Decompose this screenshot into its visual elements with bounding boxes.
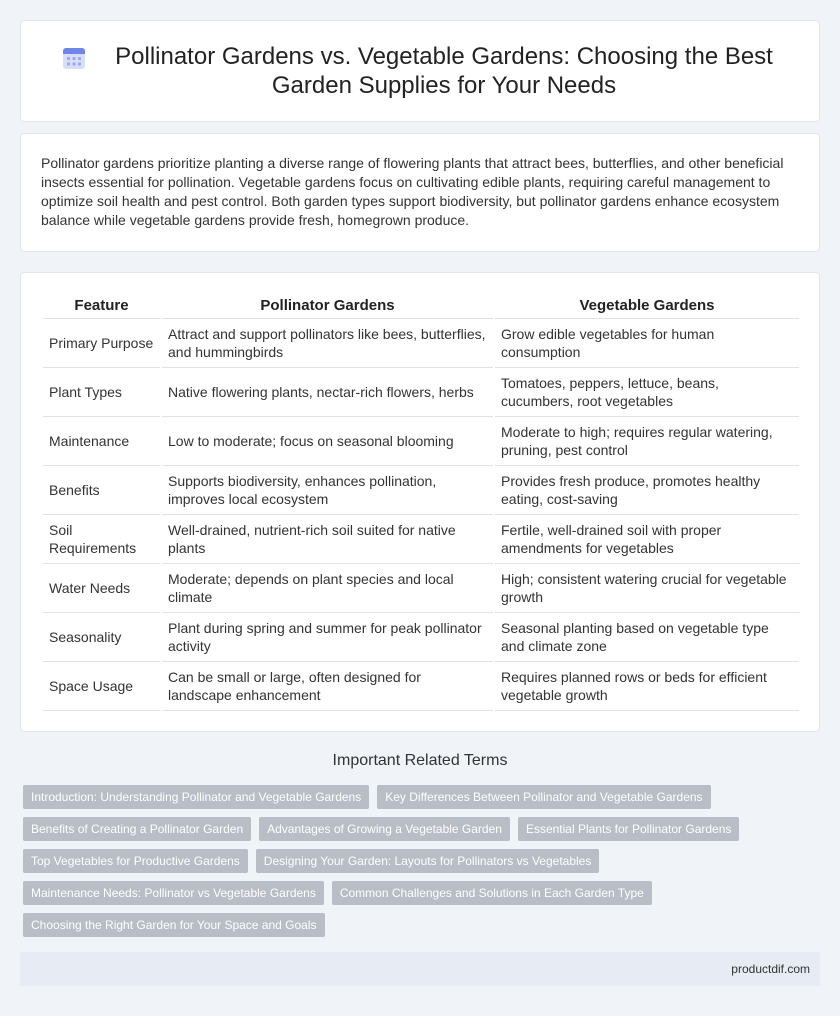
vegetable-cell: High; consistent watering crucial for vegetable growth [494, 563, 799, 612]
comparison-table-card [20, 272, 820, 732]
intro-paragraph: Pollinator gardens prioritize planting a diverse range of flowering plants that attract bees, butterflies, and other beneficial insects essential for pollination. Vegetable gardens focus on cultivating edible plants, requiring careful management to optimize soil health and pest control. Both garden types support biodiversity, but pollinator gardens enhance ecosystem balance while vegetable gardens provide fresh, homegrown produce. [41, 155, 784, 228]
vegetable-cell: Grow edible vegetables for human consumption [494, 318, 799, 367]
related-term-link[interactable]: Choosing the Right Garden for Your Space and Goals [23, 913, 325, 937]
pollinator-cell: Native flowering plants, nectar-rich flowers, herbs [161, 367, 494, 416]
footer [20, 952, 820, 986]
related-term-link[interactable]: Essential Plants for Pollinator Gardens [518, 817, 739, 841]
feature-cell: Primary Purpose [43, 318, 161, 367]
pollinator-cell: Moderate; depends on plant species and local climate [161, 563, 494, 612]
vegetable-cell: Provides fresh produce, promotes healthy eating, cost-saving [494, 465, 799, 514]
related-term-link[interactable]: Top Vegetables for Productive Gardens [23, 849, 248, 873]
pollinator-cell: Plant during spring and summer for peak pollinator activity [161, 612, 494, 661]
related-term-link[interactable]: Maintenance Needs: Pollinator vs Vegetable Gardens [23, 881, 324, 905]
feature-cell: Maintenance [43, 416, 161, 465]
feature-cell: Benefits [43, 465, 161, 514]
feature-cell: Space Usage [43, 661, 161, 710]
table-row [43, 465, 799, 514]
feature-cell: Soil Requirements [43, 514, 161, 563]
intro-card [20, 133, 820, 252]
header-card [20, 20, 820, 122]
related-term-link[interactable]: Advantages of Growing a Vegetable Garden [259, 817, 510, 841]
calendar-icon [61, 45, 87, 71]
table-row [43, 514, 799, 563]
vegetable-cell: Moderate to high; requires regular watering, pruning, pest control [494, 416, 799, 465]
table-row [43, 612, 799, 661]
related-term-link[interactable]: Benefits of Creating a Pollinator Garden [23, 817, 251, 841]
pollinator-cell: Can be small or large, often designed for landscape enhancement [161, 661, 494, 710]
table-row [43, 318, 799, 367]
vegetable-cell: Fertile, well-drained soil with proper amendments for vegetables [494, 514, 799, 563]
vegetable-cell: Seasonal planting based on vegetable type and climate zone [494, 612, 799, 661]
page-title: Pollinator Gardens vs. Vegetable Gardens: Choosing the Best Garden Supplies for Your Needs [115, 43, 773, 99]
feature-cell: Seasonality [43, 612, 161, 661]
related-term-link[interactable]: Designing Your Garden: Layouts for Pollinators vs Vegetables [256, 849, 600, 873]
related-term-link[interactable]: Common Challenges and Solutions in Each Garden Type [332, 881, 652, 905]
comparison-table [43, 293, 799, 711]
site-credit[interactable]: productdif.com [731, 962, 810, 976]
table-row [43, 661, 799, 710]
table-row [43, 563, 799, 612]
table-row [43, 367, 799, 416]
pollinator-cell: Supports biodiversity, enhances pollination, improves local ecosystem [161, 465, 494, 514]
related-term-link[interactable]: Key Differences Between Pollinator and Vegetable Gardens [377, 785, 710, 809]
feature-cell: Plant Types [43, 367, 161, 416]
pollinator-cell: Well-drained, nutrient-rich soil suited for native plants [161, 514, 494, 563]
table-row [43, 416, 799, 465]
pollinator-cell: Low to moderate; focus on seasonal blooming [161, 416, 494, 465]
vegetable-cell: Tomatoes, peppers, lettuce, beans, cucumbers, root vegetables [494, 367, 799, 416]
header-vegetable: Vegetable Gardens [494, 293, 799, 318]
related-term-link[interactable]: Introduction: Understanding Pollinator and Vegetable Gardens [23, 785, 369, 809]
table-header-row [43, 293, 799, 318]
header-feature: Feature [43, 293, 161, 318]
pollinator-cell: Attract and support pollinators like bees, butterflies, and hummingbirds [161, 318, 494, 367]
feature-cell: Water Needs [43, 563, 161, 612]
title-wrap [21, 21, 819, 121]
related-terms-title: Important Related Terms [332, 752, 508, 769]
header-pollinator: Pollinator Gardens [161, 293, 494, 318]
related-terms-list [23, 785, 823, 937]
vegetable-cell: Requires planned rows or beds for efficient vegetable growth [494, 661, 799, 710]
